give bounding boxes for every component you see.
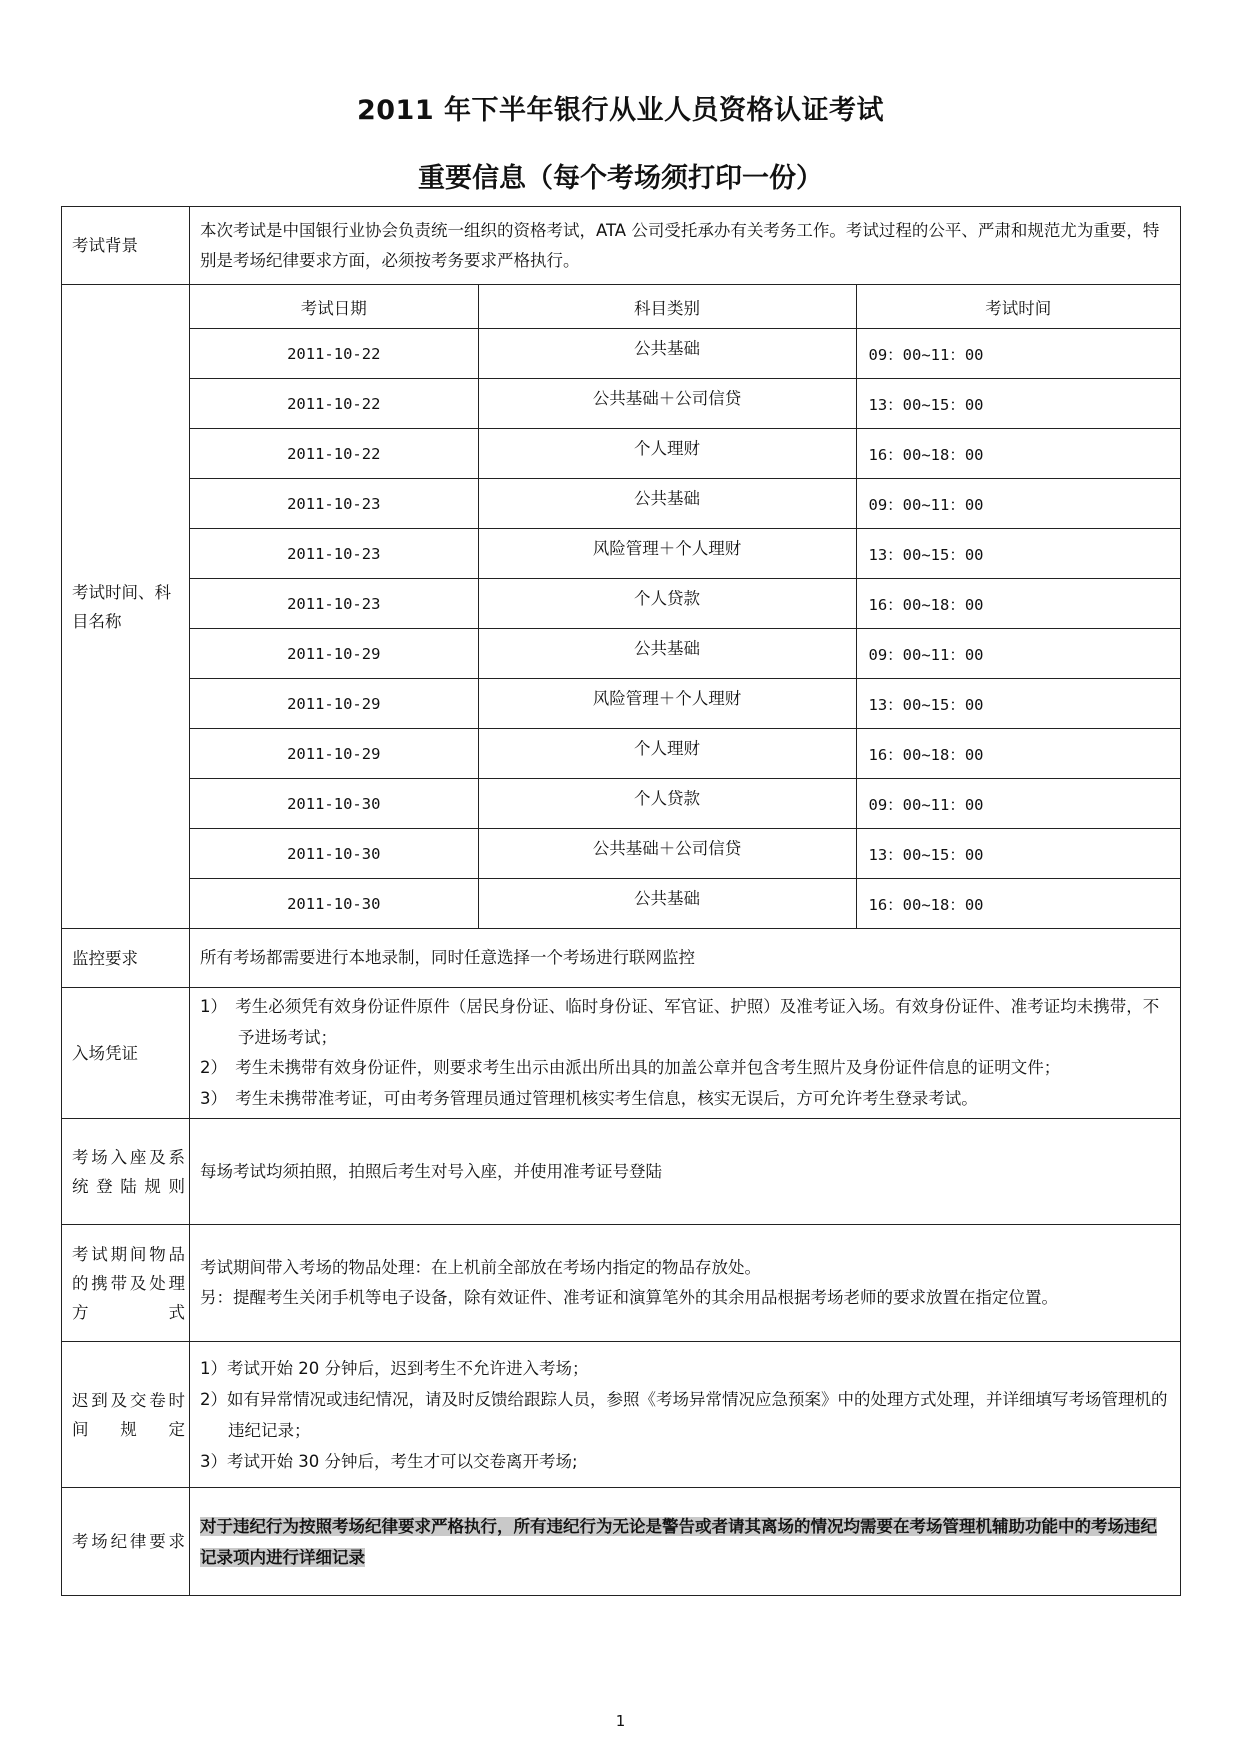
schedule-subject: 公共基础 xyxy=(478,479,856,529)
schedule-row-item xyxy=(190,329,1180,379)
discipline-text: 对于违纪行为按照考场纪律要求严格执行，所有违纪行为无论是警告或者请其离场的情况均需要在考场管理机辅助功能中的考场违纪记录项内进行详细记录 xyxy=(200,1516,1157,1567)
schedule-subject: 公共基础＋公司信贷 xyxy=(478,829,856,879)
header-date: 考试日期 xyxy=(190,285,478,329)
seating-row xyxy=(62,1119,1181,1225)
schedule-header-row xyxy=(190,285,1180,329)
schedule-date: 2011-10-23 xyxy=(190,579,478,629)
schedule-time: 13：00~15：00 xyxy=(856,529,1180,579)
late-item-3: 3）考试开始 30 分钟后，考生才可以交卷离开考场; xyxy=(200,1451,578,1471)
schedule-subject: 公共基础＋公司信贷 xyxy=(478,379,856,429)
schedule-date: 2011-10-23 xyxy=(190,529,478,579)
schedule-time: 13：00~15：00 xyxy=(856,379,1180,429)
schedule-time: 09：00~11：00 xyxy=(856,629,1180,679)
schedule-row-item xyxy=(190,529,1180,579)
schedule-row xyxy=(62,285,1181,929)
discipline-row xyxy=(62,1488,1181,1596)
header-time: 考试时间 xyxy=(856,285,1180,329)
schedule-subject: 风险管理＋个人理财 xyxy=(478,529,856,579)
schedule-date: 2011-10-23 xyxy=(190,479,478,529)
schedule-row-item xyxy=(190,479,1180,529)
schedule-subject: 公共基础 xyxy=(478,629,856,679)
late-item-1: 1）考试开始 20 分钟后，迟到考生不允许进入考场； xyxy=(200,1358,589,1378)
page-number: 1 xyxy=(615,1712,626,1730)
schedule-date: 2011-10-22 xyxy=(190,429,478,479)
schedule-time: 09：00~11：00 xyxy=(856,779,1180,829)
schedule-row-item xyxy=(190,379,1180,429)
schedule-time: 13：00~15：00 xyxy=(856,829,1180,879)
schedule-row-item xyxy=(190,729,1180,779)
schedule-time: 16：00~18：00 xyxy=(856,429,1180,479)
monitoring-text: 所有考场都需要进行本地录制，同时任意选择一个考场进行联网监控 xyxy=(190,929,1181,988)
monitoring-label: 监控要求 xyxy=(62,929,190,988)
document-title: 2011 年下半年银行从业人员资格认证考试 xyxy=(356,95,885,126)
schedule-subject: 风险管理＋个人理财 xyxy=(478,679,856,729)
schedule-date: 2011-10-30 xyxy=(190,779,478,829)
schedule-time: 16：00~18：00 xyxy=(856,729,1180,779)
info-table xyxy=(61,206,1181,1596)
schedule-date: 2011-10-29 xyxy=(190,729,478,779)
schedule-time: 13：00~15：00 xyxy=(856,679,1180,729)
items-row xyxy=(62,1225,1181,1342)
schedule-date: 2011-10-30 xyxy=(190,829,478,879)
schedule-row-item xyxy=(190,429,1180,479)
schedule-date: 2011-10-29 xyxy=(190,629,478,679)
schedule-subject: 公共基础 xyxy=(478,879,856,929)
schedule-subject: 个人贷款 xyxy=(478,779,856,829)
schedule-table xyxy=(190,285,1180,928)
schedule-time: 16：00~18：00 xyxy=(856,879,1180,929)
schedule-subject: 个人贷款 xyxy=(478,579,856,629)
late-item-2: 2）如有异常情况或违纪情况，请及时反馈给跟踪人员，参照《考场异常情况应急预案》中的处理方式处理，并详细填写考场管理机的违纪记录； xyxy=(200,1389,1168,1440)
late-label: 迟到及交卷时间规定 xyxy=(62,1342,190,1488)
schedule-row-item xyxy=(190,779,1180,829)
admission-label: 入场凭证 xyxy=(62,988,190,1119)
background-text: 本次考试是中国银行业协会负责统一组织的资格考试，ATA 公司受托承办有关考务工作。考试过程的公平、严肃和规范尤为重要，特别是考场纪律要求方面，必须按考务要求严格执行。 xyxy=(190,207,1181,285)
items-label: 考试期间物品的携带及处理方式 xyxy=(62,1225,190,1342)
schedule-time: 16：00~18：00 xyxy=(856,579,1180,629)
admission-item-3: 3） 考生未携带准考证，可由考务管理员通过管理机核实考生信息，核实无误后，方可允许考生登录考试。 xyxy=(200,1088,978,1108)
schedule-time: 09：00~11：00 xyxy=(856,479,1180,529)
schedule-row-item xyxy=(190,579,1180,629)
schedule-subject: 个人理财 xyxy=(478,429,856,479)
late-row xyxy=(62,1342,1181,1488)
schedule-subject: 个人理财 xyxy=(478,729,856,779)
header-subject: 科目类别 xyxy=(478,285,856,329)
document-subtitle: 重要信息（每个考场须打印一份） xyxy=(418,163,823,194)
schedule-label: 考试时间、科目名称 xyxy=(62,285,190,929)
monitoring-row xyxy=(62,929,1181,988)
items-line-1: 考试期间带入考场的物品处理：在上机前全部放在考场内指定的物品存放处。 xyxy=(200,1258,761,1277)
admission-row xyxy=(62,988,1181,1119)
items-line-2: 另：提醒考生关闭手机等电子设备，除有效证件、准考证和演算笔外的其余用品根据考场老师的要求放置在指定位置。 xyxy=(200,1288,1058,1307)
admission-item-1: 1） 考生必须凭有效身份证件原件（居民身份证、临时身份证、军官证、护照）及准考证入场。有效身份证件、准考证均未携带，不予进场考试； xyxy=(200,997,1160,1047)
background-row xyxy=(62,207,1181,285)
schedule-row-item xyxy=(190,679,1180,729)
discipline-label: 考场纪律要求 xyxy=(62,1488,190,1596)
admission-item-2: 2） 考生未携带有效身份证件，则要求考生出示由派出所出具的加盖公章并包含考生照片及身份证件信息的证明文件； xyxy=(200,1058,1061,1077)
seating-text: 每场考试均须拍照，拍照后考生对号入座，并使用准考证号登陆 xyxy=(190,1119,1181,1225)
schedule-row-item xyxy=(190,629,1180,679)
schedule-date: 2011-10-30 xyxy=(287,894,381,913)
schedule-row-item xyxy=(190,879,1180,929)
schedule-date: 2011-10-22 xyxy=(190,379,478,429)
seating-label: 考场入座及系统登陆规则 xyxy=(62,1119,190,1225)
background-label: 考试背景 xyxy=(62,207,190,285)
schedule-row-item xyxy=(190,829,1180,879)
schedule-subject: 公共基础 xyxy=(478,329,856,379)
schedule-date: 2011-10-29 xyxy=(190,679,478,729)
schedule-time: 09：00~11：00 xyxy=(856,329,1180,379)
schedule-date: 2011-10-22 xyxy=(190,329,478,379)
